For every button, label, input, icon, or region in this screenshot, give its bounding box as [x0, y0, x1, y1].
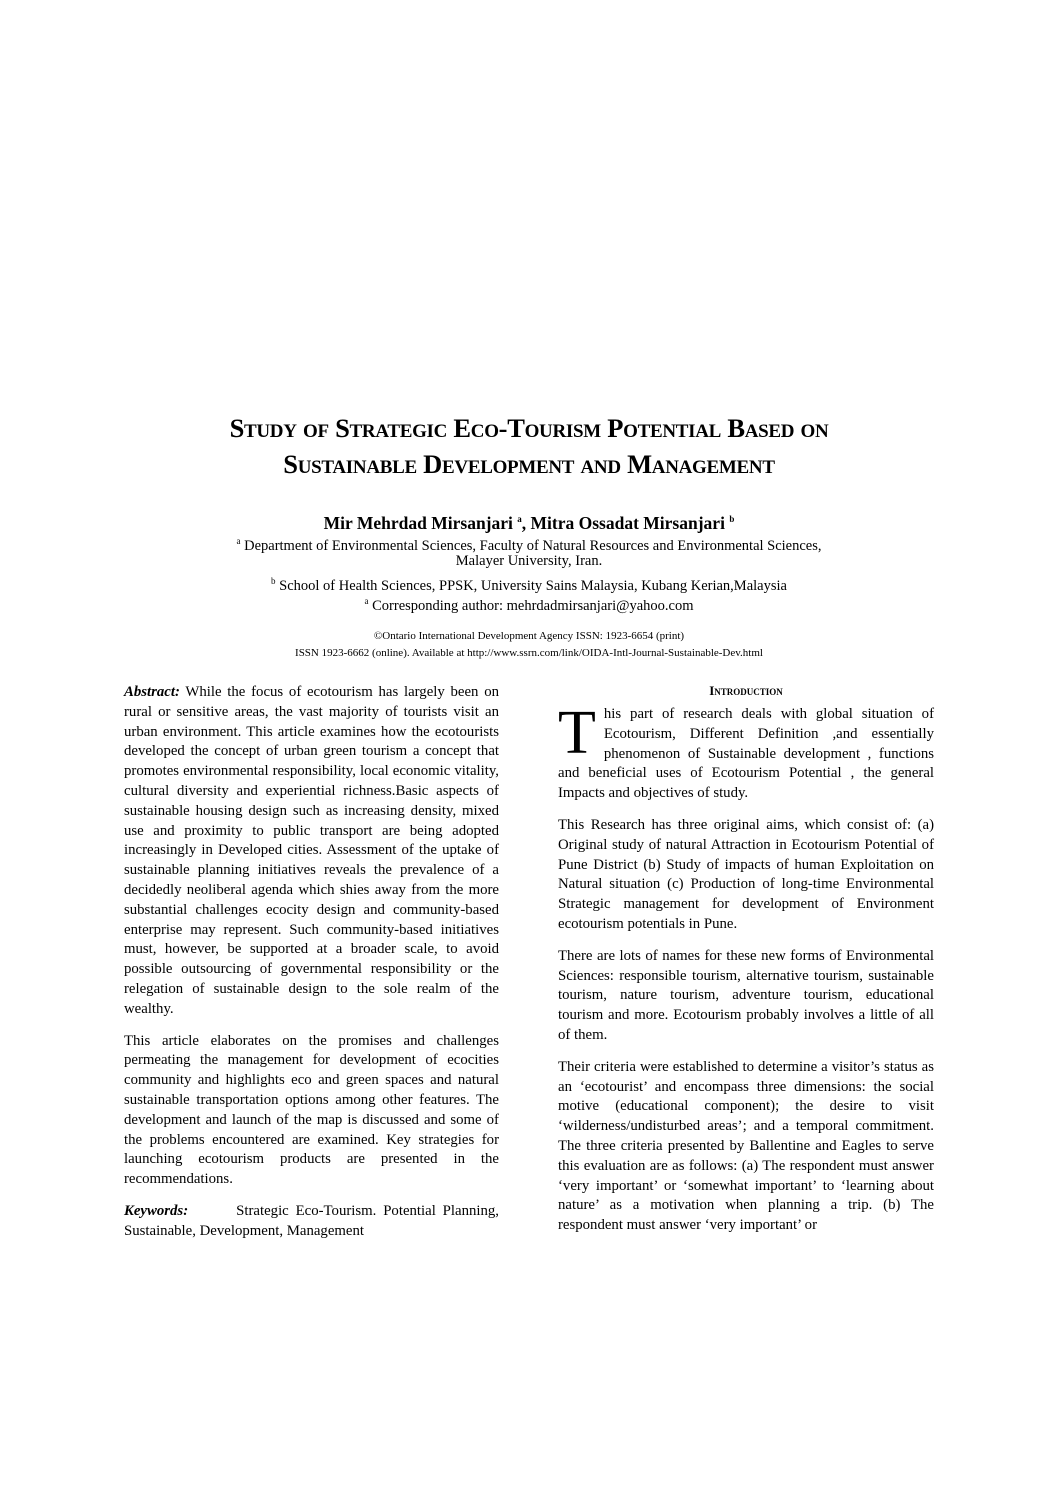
author-name: Mir Mehrdad Mirsanjari	[323, 512, 513, 533]
issn-line-1: ©Ontario International Development Agency ISSN: 1923-6654 (print)	[373, 630, 685, 642]
affiliation-text: School of Health Sciences, PPSK, University Sains Malaysia, Kubang Kerian,Malaysia	[279, 577, 787, 594]
affil-marker: b	[271, 576, 276, 586]
drop-cap: T	[558, 699, 596, 767]
title-line-2: Sustainable Development and Management	[283, 449, 775, 479]
intro-text: his part of research deals with global situation of Ecotourism, Different Definition ,and essentially phenomenon of Sustainable development , functions and beneficial uses of Ecotourism Potential , the general Impacts and objectives of study.	[558, 706, 934, 802]
author-list	[100, 508, 958, 534]
affiliation-text: Department of Environmental Sciences, Faculty of Natural Resources and Environmental Sciences,	[244, 537, 822, 554]
left-column	[124, 683, 499, 1254]
issn-notice	[100, 628, 958, 662]
intro-paragraph-3: There are lots of names for these new forms of Environmental Sciences: responsible tourism, alternative tourism, sustainable tourism, nature tourism, adventure tourism, educational tourism and more. Ecotourism probably involves a little of all of them.	[558, 947, 934, 1043]
keywords-text: Strategic Eco-Tourism. Potential Planning, Sustainable, Development, Management	[124, 1202, 499, 1239]
abstract-paragraph	[124, 683, 499, 1020]
title-line-1: Study of Strategic Eco-Tourism Potential Based on	[229, 413, 829, 443]
author-name: Mitra Ossadat Mirsanjari	[530, 512, 725, 533]
affiliation-text: Malayer University, Iran.	[455, 553, 603, 569]
affil-marker: a	[236, 536, 241, 546]
abstract-label: Abstract:	[124, 684, 180, 700]
author-separator: ,	[521, 512, 531, 533]
issn-line-2: ISSN 1923-6662 (online). Available at http://www.ssrn.com/link/OIDA-Intl-Journal-Sustainable-Dev.html	[295, 647, 763, 659]
author-affil-marker: b	[729, 514, 735, 524]
keywords-paragraph	[124, 1202, 499, 1242]
paper-title	[100, 410, 958, 482]
intro-paragraph-1	[558, 699, 934, 804]
intro-paragraph-4: Their criteria were established to determine a visitor’s status as an ‘ecotourist’ and encompass three dimensions: the social motive (educational component); the desire to visit ‘wilderness/undisturbed areas’; and a temporal commitment. The three criteria presented by Ballentine and Eagles to serve this evaluation are as follows: (a) The respondent must answer ‘very important’ or ‘somewhat important’ to ‘learning about nature’ as a motivation when planning a trip. (b) The respondent must answer ‘very important’ or	[558, 1058, 934, 1234]
affil-marker: a	[364, 596, 369, 606]
abstract-text: While the focus of ecotourism has largely been on rural or sensitive areas, the vast majority of tourists visit an urban environment. This article examines how the ecotourists developed the concept of urban green tourism a concept that promotes environmental responsibility, local economic vitality, cultural diversity and experiential richness.Basic aspects of sustainable housing design such as increasing density, mixed use and proximity to public transport are being adopted increasingly in Developed cities. Assessment of the uptake of sustainable planning initiatives reveals the prevalence of a decidedly neoliberal agenda which shies away from the more substantial challenges ecocity design and community-based enterprise may represent. Such community-based initiatives must, however, be supported at a broader scale, to avoid possible outsourcing of governmental responsibility or the relegation of sustainable design to the sole realm of the wealthy.	[124, 684, 499, 1017]
corresponding-author	[100, 591, 958, 616]
abstract-paragraph-2: This article elaborates on the promises and challenges permeating the management for development of ecocities community and highlights eco and green spaces and natural sustainable transportation options among other features. The development and launch of the map is discussed and some of the problems encountered are examined. Key strategies for launching ecotourism products are presented in the recommendations.	[124, 1032, 499, 1188]
intro-paragraph-2: This Research has three original aims, which consist of: (a) Original study of natural Attraction in Ecotourism Potential of Pune District (b) Study of impacts of human Exploitation on Natural situation (c) Production of long-time Environmental Strategic management for development of Environment ecotourism potentials in Pune.	[558, 816, 934, 932]
author-affil-marker: a	[517, 514, 522, 524]
section-heading-introduction: Introduction	[709, 683, 783, 698]
affiliation	[100, 551, 958, 571]
keywords-label: Keywords:	[124, 1202, 189, 1219]
affiliation-text: Corresponding author: mehrdadmirsanjari@yahoo.com	[372, 597, 694, 614]
right-column	[558, 683, 934, 1248]
